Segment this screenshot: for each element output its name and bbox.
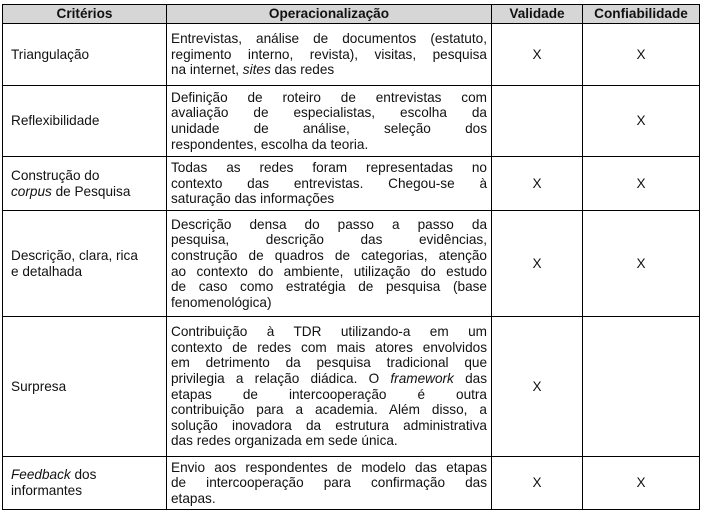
oper-line — [171, 31, 487, 47]
criterio-text: Reflexibilidade — [11, 113, 100, 129]
validade-mark — [492, 86, 583, 157]
confiabilidade-mark: X — [583, 211, 700, 317]
table-row — [3, 457, 700, 510]
oper-text: das redes organizada em sede única. — [171, 433, 398, 449]
validade-mark: X — [492, 157, 583, 211]
oper-text: na internet, — [171, 62, 243, 78]
oper-italic-term: framework — [390, 370, 454, 386]
oper-line — [171, 433, 487, 449]
criteria-table — [2, 4, 700, 510]
oper-text: pesquisa, descrição das evidências, — [171, 232, 487, 248]
table-row — [3, 86, 700, 157]
operacionalizacao-cell — [167, 86, 492, 157]
oper-line — [171, 176, 487, 192]
oper-line — [171, 402, 487, 418]
oper-text: em detrimento da pesquisa tradicional que — [171, 355, 487, 371]
oper-line — [171, 279, 487, 295]
oper-text: respondentes, escolha da teoria. — [171, 136, 369, 152]
operacionalizacao-cell — [167, 317, 492, 457]
oper-line — [171, 355, 487, 371]
oper-text: Definição de roteiro de entrevistas com — [171, 89, 487, 105]
oper-line — [171, 475, 487, 491]
criterio-text: dos — [70, 467, 97, 483]
oper-line — [171, 491, 487, 507]
criterio-cell — [3, 317, 167, 457]
criterio-text: de Pesquisa — [51, 183, 131, 199]
criterio-text: e detalhada — [11, 263, 83, 279]
oper-line — [171, 191, 487, 207]
oper-text: solução inovadora da estrutura administrativa — [171, 417, 487, 433]
criterio-cell — [3, 457, 167, 510]
oper-text: privilegia a relação diádica. O — [171, 370, 391, 386]
oper-line — [171, 105, 487, 121]
oper-text: Contribuição à TDR utilizando-a em um — [171, 324, 487, 340]
oper-italic-term: sites — [242, 62, 271, 78]
oper-text: contribuição para a academia. Além disso, a — [171, 402, 487, 418]
confiabilidade-mark: X — [583, 157, 700, 211]
oper-text: das redes — [270, 62, 335, 78]
oper-line — [171, 340, 487, 356]
criterio-text: Triangulação — [11, 46, 90, 62]
oper-text: Envio aos respondentes de modelo das etapas — [171, 459, 487, 475]
oper-text: avaliação de especialistas, escolha da — [171, 105, 487, 121]
criterio-cell — [3, 211, 167, 317]
oper-text: de intercooperação para confirmação das — [171, 475, 487, 491]
header-criterios: Critérios — [3, 5, 167, 24]
criterio-text: informantes — [11, 483, 83, 498]
confiabilidade-mark: X — [583, 86, 700, 157]
oper-text: saturação das informações — [171, 191, 335, 207]
criterio-italic-term: Feedback — [11, 467, 71, 483]
oper-line — [171, 418, 487, 434]
oper-line — [171, 387, 487, 403]
criterio-text: Surpresa — [11, 378, 67, 394]
oper-line — [171, 121, 487, 137]
criterio-cell — [3, 157, 167, 211]
oper-line — [171, 371, 487, 387]
oper-text: unidade de análise, seleção dos — [171, 121, 487, 136]
oper-text: Entrevistas, análise de documentos (estatuto, — [171, 31, 487, 47]
oper-text: construção de quadros de categorias, atenção — [171, 247, 487, 263]
oper-line — [171, 324, 487, 340]
validade-mark: X — [492, 457, 583, 510]
oper-line — [171, 217, 487, 233]
oper-text: Todas as redes foram representadas no — [171, 160, 487, 176]
oper-line — [171, 62, 487, 78]
oper-line — [171, 90, 487, 106]
oper-line — [171, 460, 487, 476]
oper-line — [171, 160, 487, 176]
table-row — [3, 317, 700, 457]
oper-text: etapas. — [171, 490, 216, 506]
header-operacionalizacao: Operacionalização — [167, 5, 492, 24]
validade-mark: X — [492, 317, 583, 457]
confiabilidade-mark — [583, 317, 700, 457]
operacionalizacao-cell — [167, 24, 492, 86]
criterio-text: Construção do — [11, 167, 100, 183]
table-row — [3, 211, 700, 317]
header-row — [3, 5, 700, 24]
oper-line — [171, 232, 487, 248]
criterio-text: Descrição, clara, rica — [11, 247, 138, 263]
oper-text: das — [453, 370, 487, 386]
confiabilidade-mark: X — [583, 24, 700, 86]
criterio-italic-term: corpus — [11, 183, 52, 199]
criterio-cell — [3, 24, 167, 86]
oper-text: etapas de intercooperação é outra — [171, 386, 487, 402]
header-confiabilidade: Confiabilidade — [583, 5, 700, 24]
confiabilidade-mark: X — [583, 457, 700, 510]
validade-mark: X — [492, 211, 583, 317]
table-row — [3, 157, 700, 211]
operacionalizacao-cell — [167, 457, 492, 510]
operacionalizacao-cell — [167, 211, 492, 317]
oper-text: contexto de redes com mais atores envolvidos — [171, 339, 487, 355]
operacionalizacao-cell — [167, 157, 492, 211]
oper-text: regimento interno, revista), visitas, pesquisa — [171, 46, 487, 62]
table-row — [3, 24, 700, 86]
oper-line — [171, 137, 487, 153]
oper-text: contexto das entrevistas. Chegou-se à — [171, 175, 487, 191]
oper-line — [171, 295, 487, 311]
oper-line — [171, 248, 487, 264]
oper-text: fenomenológica) — [171, 294, 272, 310]
oper-text: ao contexto do ambiente, utilização do estudo — [171, 263, 487, 279]
oper-text: Descrição densa do passo a passo da — [171, 216, 487, 232]
oper-line — [171, 47, 487, 63]
criterio-cell — [3, 86, 167, 157]
validade-mark: X — [492, 24, 583, 86]
oper-text: de caso como estratégia de pesquisa (base — [171, 279, 487, 295]
header-validade: Validade — [492, 5, 583, 24]
oper-line — [171, 264, 487, 280]
